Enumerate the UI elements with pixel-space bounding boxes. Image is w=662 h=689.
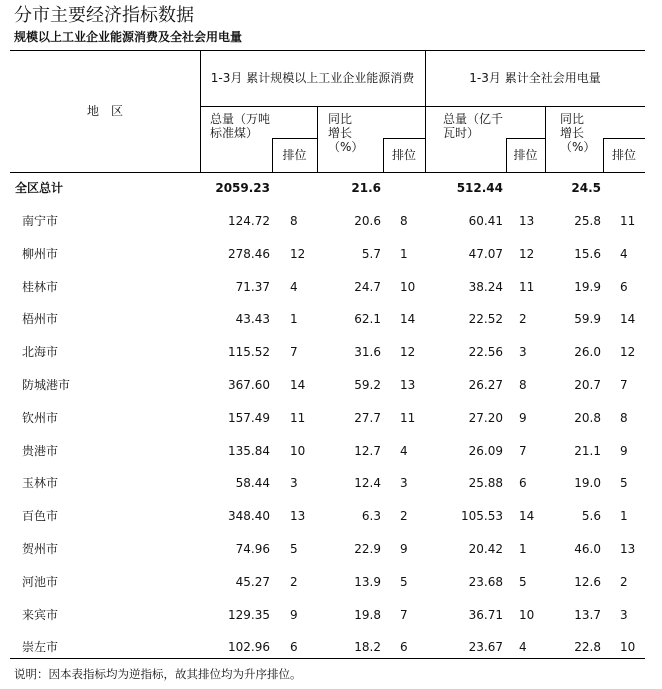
row-energy-growth-rank: 5 bbox=[400, 575, 408, 589]
row-electricity-growth: 21.1 bbox=[574, 444, 601, 458]
energy-total-header: 总量（万吨标准煤） bbox=[210, 112, 271, 140]
row-electricity-growth-rank: 9 bbox=[620, 444, 628, 458]
row-electricity: 27.20 bbox=[468, 411, 503, 425]
row-energy-growth: 59.2 bbox=[354, 378, 381, 392]
row-energy-growth: 19.8 bbox=[354, 608, 381, 622]
row-electricity-rank: 4 bbox=[519, 640, 527, 654]
electricity-total-header: 总量（亿千瓦时） bbox=[443, 112, 504, 140]
row-energy-rank: 7 bbox=[290, 345, 298, 359]
page-subtitle: 规模以上工业企业能源消费及全社会用电量 bbox=[14, 30, 243, 44]
row-energy: 43.43 bbox=[235, 312, 270, 326]
row-electricity: 26.09 bbox=[468, 444, 503, 458]
total-electricity-growth: 24.5 bbox=[571, 181, 601, 195]
row-electricity: 36.71 bbox=[468, 608, 503, 622]
row-energy-rank: 9 bbox=[290, 608, 298, 622]
rank-cell-edge bbox=[506, 138, 545, 139]
row-electricity-growth: 20.8 bbox=[574, 411, 601, 425]
row-electricity-growth: 20.7 bbox=[574, 378, 601, 392]
row-energy: 102.96 bbox=[228, 640, 270, 654]
row-electricity-growth-rank: 8 bbox=[620, 411, 628, 425]
row-electricity-growth-rank: 11 bbox=[620, 214, 636, 228]
row-energy-rank: 2 bbox=[290, 575, 298, 589]
electricity-group-header: 1-3月 累计全社会用电量 bbox=[469, 71, 601, 85]
row-electricity-growth: 5.6 bbox=[581, 509, 601, 523]
total-energy-growth: 21.6 bbox=[351, 181, 381, 195]
table-top-border bbox=[10, 50, 645, 51]
row-energy-growth: 12.7 bbox=[354, 444, 381, 458]
row-energy: 124.72 bbox=[228, 214, 270, 228]
row-energy-rank: 1 bbox=[290, 312, 298, 326]
row-energy-rank: 14 bbox=[290, 378, 306, 392]
row-energy-rank: 10 bbox=[290, 444, 306, 458]
electricity-growth-header: 同比增长（%） bbox=[560, 112, 596, 154]
row-electricity-rank: 2 bbox=[519, 312, 527, 326]
row-energy: 71.37 bbox=[235, 280, 270, 294]
row-energy-growth-rank: 13 bbox=[400, 378, 416, 392]
row-electricity: 20.42 bbox=[468, 542, 503, 556]
row-electricity-growth: 25.8 bbox=[574, 214, 601, 228]
page-title: 分市主要经济指标数据 bbox=[14, 5, 194, 26]
energy-group-header: 1-3月 累计规模以上工业企业能源消费 bbox=[210, 71, 415, 85]
header-divider bbox=[425, 50, 426, 172]
row-electricity-rank: 10 bbox=[519, 608, 535, 622]
row-energy-growth: 27.7 bbox=[354, 411, 381, 425]
row-energy-rank: 6 bbox=[290, 640, 298, 654]
row-energy: 135.84 bbox=[228, 444, 270, 458]
row-electricity-growth: 19.9 bbox=[574, 280, 601, 294]
row-region: 来宾市 bbox=[22, 608, 59, 622]
row-electricity: 25.88 bbox=[468, 476, 503, 490]
row-electricity: 38.24 bbox=[468, 280, 503, 294]
row-electricity-growth-rank: 6 bbox=[620, 280, 628, 294]
row-region: 柳州市 bbox=[22, 247, 59, 261]
rank-cell-edge bbox=[272, 138, 317, 139]
row-energy-rank: 13 bbox=[290, 509, 306, 523]
row-electricity-rank: 14 bbox=[519, 509, 535, 523]
row-energy-growth: 5.7 bbox=[361, 247, 381, 261]
row-energy-rank: 3 bbox=[290, 476, 298, 490]
row-electricity-rank: 3 bbox=[519, 345, 527, 359]
row-energy-growth-rank: 2 bbox=[400, 509, 408, 523]
region-header: 地 区 bbox=[86, 104, 123, 118]
row-region: 桂林市 bbox=[22, 280, 59, 294]
group-header-divider bbox=[200, 106, 645, 107]
row-region: 贵港市 bbox=[22, 444, 59, 458]
row-region: 南宁市 bbox=[22, 214, 59, 228]
row-energy: 129.35 bbox=[228, 608, 270, 622]
row-energy-growth: 12.4 bbox=[354, 476, 381, 490]
row-electricity-growth-rank: 13 bbox=[620, 542, 636, 556]
row-electricity-growth-rank: 12 bbox=[620, 345, 636, 359]
row-electricity-growth-rank: 5 bbox=[620, 476, 628, 490]
row-electricity-growth: 15.6 bbox=[574, 247, 601, 261]
row-energy: 348.40 bbox=[228, 509, 270, 523]
row-electricity: 47.07 bbox=[468, 247, 503, 261]
table-bottom-border bbox=[10, 658, 645, 659]
row-electricity-rank: 11 bbox=[519, 280, 535, 294]
row-region: 北海市 bbox=[22, 345, 59, 359]
row-electricity-growth-rank: 2 bbox=[620, 575, 628, 589]
rank-header: 排位 bbox=[282, 148, 307, 162]
row-energy-rank: 5 bbox=[290, 542, 298, 556]
energy-growth-header: 同比增长（%） bbox=[328, 112, 364, 154]
row-energy: 58.44 bbox=[235, 476, 270, 490]
row-region: 百色市 bbox=[22, 509, 59, 523]
row-electricity-growth-rank: 1 bbox=[620, 509, 628, 523]
row-electricity-growth: 22.8 bbox=[574, 640, 601, 654]
row-region: 玉林市 bbox=[22, 476, 59, 490]
row-energy-growth-rank: 6 bbox=[400, 640, 408, 654]
header-bottom-border bbox=[10, 172, 645, 173]
rank-cell-edge bbox=[383, 138, 425, 139]
total-region: 全区总计 bbox=[15, 181, 64, 195]
row-energy-growth-rank: 1 bbox=[400, 247, 408, 261]
row-region: 贺州市 bbox=[22, 542, 59, 556]
row-region: 梧州市 bbox=[22, 312, 59, 326]
row-electricity: 60.41 bbox=[468, 214, 503, 228]
row-energy-rank: 12 bbox=[290, 247, 306, 261]
row-energy-growth: 24.7 bbox=[354, 280, 381, 294]
row-energy-rank: 4 bbox=[290, 280, 298, 294]
row-energy-growth: 22.9 bbox=[354, 542, 381, 556]
row-electricity-rank: 13 bbox=[519, 214, 535, 228]
row-electricity-growth-rank: 4 bbox=[620, 247, 628, 261]
row-energy-growth-rank: 14 bbox=[400, 312, 416, 326]
row-electricity: 22.56 bbox=[468, 345, 503, 359]
row-energy: 45.27 bbox=[235, 575, 270, 589]
row-region: 崇左市 bbox=[22, 640, 59, 654]
row-electricity-rank: 6 bbox=[519, 476, 527, 490]
row-electricity-growth: 12.6 bbox=[574, 575, 601, 589]
row-energy-growth-rank: 7 bbox=[400, 608, 408, 622]
row-region: 钦州市 bbox=[22, 411, 59, 425]
row-energy-growth: 6.3 bbox=[361, 509, 381, 523]
row-energy-growth-rank: 11 bbox=[400, 411, 416, 425]
row-electricity-rank: 1 bbox=[519, 542, 527, 556]
row-electricity-growth: 13.7 bbox=[574, 608, 601, 622]
row-electricity: 105.53 bbox=[461, 509, 503, 523]
row-energy-growth-rank: 12 bbox=[400, 345, 416, 359]
data-table bbox=[10, 50, 645, 660]
row-energy-growth: 31.6 bbox=[354, 345, 381, 359]
footnote: 说明：因本表指标均为逆指标，故其排位均为升序排位。 bbox=[14, 667, 302, 681]
row-electricity-growth-rank: 10 bbox=[620, 640, 636, 654]
row-energy-growth: 62.1 bbox=[354, 312, 381, 326]
row-energy: 367.60 bbox=[228, 378, 270, 392]
row-electricity-growth: 59.9 bbox=[574, 312, 601, 326]
row-electricity-growth: 26.0 bbox=[574, 345, 601, 359]
row-region: 河池市 bbox=[22, 575, 59, 589]
row-electricity-growth-rank: 7 bbox=[620, 378, 628, 392]
total-energy: 2059.23 bbox=[215, 181, 270, 195]
row-electricity-rank: 9 bbox=[519, 411, 527, 425]
row-electricity-rank: 8 bbox=[519, 378, 527, 392]
row-electricity: 26.27 bbox=[468, 378, 503, 392]
rank-header: 排位 bbox=[513, 148, 538, 162]
row-region: 防城港市 bbox=[22, 378, 71, 392]
row-energy-growth-rank: 4 bbox=[400, 444, 408, 458]
row-energy: 278.46 bbox=[228, 247, 270, 261]
row-electricity: 23.67 bbox=[468, 640, 503, 654]
row-electricity: 22.52 bbox=[468, 312, 503, 326]
header-divider bbox=[317, 106, 318, 172]
row-energy-growth: 20.6 bbox=[354, 214, 381, 228]
rank-header: 排位 bbox=[611, 148, 636, 162]
rank-header: 排位 bbox=[391, 148, 416, 162]
header-divider bbox=[545, 106, 546, 172]
row-electricity: 23.68 bbox=[468, 575, 503, 589]
header-divider bbox=[200, 50, 201, 172]
row-electricity-rank: 7 bbox=[519, 444, 527, 458]
row-energy-growth-rank: 9 bbox=[400, 542, 408, 556]
row-energy-growth: 13.9 bbox=[354, 575, 381, 589]
row-electricity-growth: 19.0 bbox=[574, 476, 601, 490]
row-energy: 115.52 bbox=[228, 345, 270, 359]
row-electricity-rank: 5 bbox=[519, 575, 527, 589]
row-energy-growth-rank: 8 bbox=[400, 214, 408, 228]
row-energy-rank: 8 bbox=[290, 214, 298, 228]
row-energy: 74.96 bbox=[235, 542, 270, 556]
row-energy-rank: 11 bbox=[290, 411, 306, 425]
row-energy-growth: 18.2 bbox=[354, 640, 381, 654]
row-energy: 157.49 bbox=[228, 411, 270, 425]
row-electricity-growth-rank: 14 bbox=[620, 312, 636, 326]
rank-cell-edge bbox=[603, 138, 645, 139]
total-electricity: 512.44 bbox=[456, 181, 503, 195]
row-electricity-growth: 46.0 bbox=[574, 542, 601, 556]
row-electricity-growth-rank: 3 bbox=[620, 608, 628, 622]
row-energy-growth-rank: 3 bbox=[400, 476, 408, 490]
row-electricity-rank: 12 bbox=[519, 247, 535, 261]
row-energy-growth-rank: 10 bbox=[400, 280, 416, 294]
